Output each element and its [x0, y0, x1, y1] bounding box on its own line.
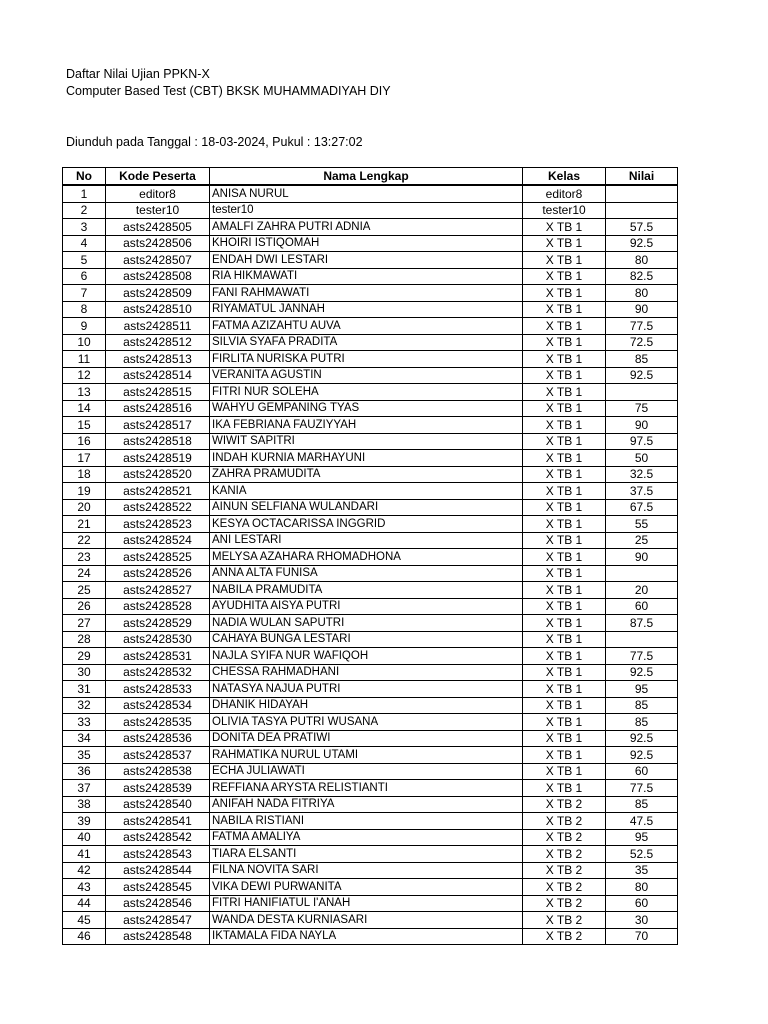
- cell-kode-peserta: asts2428516: [106, 400, 210, 417]
- cell-nilai: 85: [606, 796, 678, 813]
- cell-nilai: 77.5: [606, 318, 678, 335]
- table-row: [63, 351, 678, 368]
- column-header-no: No: [63, 168, 106, 186]
- cell-kode-peserta: asts2428531: [106, 648, 210, 665]
- cell-nilai: 92.5: [606, 730, 678, 747]
- cell-no: 2: [63, 202, 106, 219]
- cell-kode-peserta: asts2428511: [106, 318, 210, 335]
- cell-nama-lengkap: ENDAH DWI LESTARI: [210, 252, 523, 269]
- cell-nama-lengkap: VIKA DEWI PURWANITA: [210, 879, 523, 896]
- cell-no: 18: [63, 466, 106, 483]
- table-row: [63, 202, 678, 219]
- cell-no: 26: [63, 598, 106, 615]
- cell-nama-lengkap: AINUN SELFIANA WULANDARI: [210, 499, 523, 516]
- cell-no: 34: [63, 730, 106, 747]
- cell-nilai: 80: [606, 285, 678, 302]
- cell-kelas: X TB 2: [523, 928, 606, 945]
- cell-nama-lengkap: DHANIK HIDAYAH: [210, 697, 523, 714]
- table-row: [63, 796, 678, 813]
- cell-kode-peserta: asts2428530: [106, 631, 210, 648]
- cell-kelas: X TB 1: [523, 532, 606, 549]
- cell-kode-peserta: asts2428539: [106, 780, 210, 797]
- cell-nama-lengkap: IKA FEBRIANA FAUZIYYAH: [210, 417, 523, 434]
- cell-nama-lengkap: FITRI NUR SOLEHA: [210, 384, 523, 401]
- cell-nama-lengkap: ZAHRA PRAMUDITA: [210, 466, 523, 483]
- cell-no: 31: [63, 681, 106, 698]
- cell-nama-lengkap: tester10: [210, 202, 523, 219]
- cell-nilai: 95: [606, 829, 678, 846]
- cell-nilai: 60: [606, 895, 678, 912]
- cell-nilai: [606, 565, 678, 582]
- cell-kode-peserta: asts2428528: [106, 598, 210, 615]
- cell-kode-peserta: asts2428541: [106, 813, 210, 830]
- cell-kelas: X TB 2: [523, 846, 606, 863]
- cell-no: 11: [63, 351, 106, 368]
- cell-kelas: X TB 1: [523, 697, 606, 714]
- cell-nilai: 60: [606, 598, 678, 615]
- cell-kelas: X TB 1: [523, 516, 606, 533]
- cell-no: 22: [63, 532, 106, 549]
- table-row: [63, 334, 678, 351]
- cell-kode-peserta: asts2428534: [106, 697, 210, 714]
- cell-kode-peserta: asts2428517: [106, 417, 210, 434]
- table-row: [63, 780, 678, 797]
- cell-kode-peserta: asts2428525: [106, 549, 210, 566]
- cell-kelas: X TB 2: [523, 862, 606, 879]
- cell-kelas: X TB 1: [523, 615, 606, 632]
- cell-nama-lengkap: VERANITA AGUSTIN: [210, 367, 523, 384]
- cell-no: 8: [63, 301, 106, 318]
- table-row: [63, 285, 678, 302]
- cell-kelas: tester10: [523, 202, 606, 219]
- cell-nilai: 67.5: [606, 499, 678, 516]
- cell-nama-lengkap: MELYSA AZAHARA RHOMADHONA: [210, 549, 523, 566]
- table-row: [63, 714, 678, 731]
- cell-nama-lengkap: REFFIANA ARYSTA RELISTIANTI: [210, 780, 523, 797]
- cell-kelas: X TB 1: [523, 235, 606, 252]
- cell-kode-peserta: asts2428513: [106, 351, 210, 368]
- table-row: [63, 846, 678, 863]
- cell-kelas: X TB 1: [523, 252, 606, 269]
- cell-kelas: X TB 2: [523, 813, 606, 830]
- cell-kode-peserta: asts2428526: [106, 565, 210, 582]
- cell-nilai: 75: [606, 400, 678, 417]
- cell-kelas: X TB 1: [523, 318, 606, 335]
- cell-nama-lengkap: KHOIRI ISTIQOMAH: [210, 235, 523, 252]
- cell-kode-peserta: asts2428540: [106, 796, 210, 813]
- cell-kelas: X TB 1: [523, 664, 606, 681]
- cell-nama-lengkap: WANDA DESTA KURNIASARI: [210, 912, 523, 929]
- cell-nilai: 70: [606, 928, 678, 945]
- cell-nama-lengkap: NADIA WULAN SAPUTRI: [210, 615, 523, 632]
- cell-nilai: 32.5: [606, 466, 678, 483]
- download-timestamp: Diunduh pada Tanggal : 18-03-2024, Pukul : 13:27:02: [66, 135, 363, 149]
- cell-kode-peserta: asts2428538: [106, 763, 210, 780]
- cell-nilai: 57.5: [606, 219, 678, 236]
- cell-no: 45: [63, 912, 106, 929]
- table-row: [63, 417, 678, 434]
- table-row: [63, 582, 678, 599]
- table-row: [63, 450, 678, 467]
- cell-nama-lengkap: OLIVIA TASYA PUTRI WUSANA: [210, 714, 523, 731]
- cell-nama-lengkap: ECHA JULIAWATI: [210, 763, 523, 780]
- cell-nilai: [606, 185, 678, 202]
- score-table: [62, 167, 678, 945]
- cell-no: 30: [63, 664, 106, 681]
- cell-no: 12: [63, 367, 106, 384]
- cell-no: 38: [63, 796, 106, 813]
- cell-kode-peserta: asts2428523: [106, 516, 210, 533]
- cell-no: 1: [63, 185, 106, 202]
- cell-nama-lengkap: INDAH KURNIA MARHAYUNI: [210, 450, 523, 467]
- cell-kode-peserta: asts2428527: [106, 582, 210, 599]
- table-row: [63, 664, 678, 681]
- cell-nama-lengkap: IKTAMALA FIDA NAYLA: [210, 928, 523, 945]
- cell-kelas: X TB 1: [523, 334, 606, 351]
- cell-kelas: X TB 1: [523, 433, 606, 450]
- cell-nama-lengkap: ANNA ALTA FUNISA: [210, 565, 523, 582]
- cell-no: 19: [63, 483, 106, 500]
- column-header-kelas: Kelas: [523, 168, 606, 186]
- cell-no: 43: [63, 879, 106, 896]
- cell-kode-peserta: asts2428532: [106, 664, 210, 681]
- cell-kode-peserta: asts2428536: [106, 730, 210, 747]
- cell-no: 46: [63, 928, 106, 945]
- cell-no: 13: [63, 384, 106, 401]
- cell-kelas: X TB 1: [523, 351, 606, 368]
- cell-nilai: 77.5: [606, 648, 678, 665]
- cell-nama-lengkap: TIARA ELSANTI: [210, 846, 523, 863]
- cell-kelas: X TB 1: [523, 367, 606, 384]
- cell-kelas: X TB 1: [523, 582, 606, 599]
- cell-kode-peserta: editor8: [106, 185, 210, 202]
- cell-kode-peserta: asts2428521: [106, 483, 210, 500]
- cell-nama-lengkap: RIYAMATUL JANNAH: [210, 301, 523, 318]
- cell-no: 35: [63, 747, 106, 764]
- cell-kode-peserta: asts2428547: [106, 912, 210, 929]
- cell-nilai: 72.5: [606, 334, 678, 351]
- cell-kode-peserta: asts2428520: [106, 466, 210, 483]
- cell-kelas: X TB 2: [523, 912, 606, 929]
- cell-nilai: 92.5: [606, 664, 678, 681]
- table-row: [63, 367, 678, 384]
- cell-nama-lengkap: AMALFI ZAHRA PUTRI ADNIA: [210, 219, 523, 236]
- cell-nilai: [606, 202, 678, 219]
- cell-nilai: 92.5: [606, 235, 678, 252]
- cell-no: 41: [63, 846, 106, 863]
- table-row: [63, 318, 678, 335]
- cell-kelas: X TB 1: [523, 681, 606, 698]
- cell-nama-lengkap: KANIA: [210, 483, 523, 500]
- cell-nama-lengkap: NABILA PRAMUDITA: [210, 582, 523, 599]
- table-row: [63, 466, 678, 483]
- document-title: Daftar Nilai Ujian PPKN-X: [66, 67, 210, 81]
- cell-nilai: [606, 384, 678, 401]
- cell-kelas: X TB 1: [523, 219, 606, 236]
- table-row: [63, 681, 678, 698]
- table-row: [63, 763, 678, 780]
- cell-kode-peserta: asts2428543: [106, 846, 210, 863]
- cell-nilai: 35: [606, 862, 678, 879]
- cell-nama-lengkap: ANIFAH NADA FITRIYA: [210, 796, 523, 813]
- cell-nilai: 80: [606, 879, 678, 896]
- cell-kode-peserta: asts2428505: [106, 219, 210, 236]
- table-row: [63, 219, 678, 236]
- cell-kode-peserta: asts2428535: [106, 714, 210, 731]
- cell-nilai: 97.5: [606, 433, 678, 450]
- cell-kode-peserta: asts2428537: [106, 747, 210, 764]
- cell-nilai: 50: [606, 450, 678, 467]
- cell-kelas: X TB 1: [523, 285, 606, 302]
- cell-kelas: X TB 1: [523, 648, 606, 665]
- cell-nama-lengkap: KESYA OCTACARISSA INGGRID: [210, 516, 523, 533]
- cell-kode-peserta: asts2428545: [106, 879, 210, 896]
- cell-no: 42: [63, 862, 106, 879]
- cell-no: 27: [63, 615, 106, 632]
- cell-kode-peserta: asts2428512: [106, 334, 210, 351]
- cell-no: 28: [63, 631, 106, 648]
- cell-nama-lengkap: ANISA NURUL: [210, 185, 523, 202]
- cell-nilai: 90: [606, 301, 678, 318]
- cell-kelas: X TB 1: [523, 631, 606, 648]
- cell-kode-peserta: asts2428518: [106, 433, 210, 450]
- cell-nama-lengkap: RAHMATIKA NURUL UTAMI: [210, 747, 523, 764]
- cell-no: 16: [63, 433, 106, 450]
- cell-kode-peserta: asts2428506: [106, 235, 210, 252]
- table-row: [63, 615, 678, 632]
- cell-nilai: 20: [606, 582, 678, 599]
- cell-no: 14: [63, 400, 106, 417]
- cell-nilai: [606, 631, 678, 648]
- cell-kelas: X TB 2: [523, 796, 606, 813]
- cell-nama-lengkap: FATMA AZIZAHTU AUVA: [210, 318, 523, 335]
- cell-no: 6: [63, 268, 106, 285]
- cell-kode-peserta: asts2428542: [106, 829, 210, 846]
- table-row: [63, 565, 678, 582]
- cell-kode-peserta: asts2428533: [106, 681, 210, 698]
- cell-nilai: 47.5: [606, 813, 678, 830]
- cell-no: 29: [63, 648, 106, 665]
- cell-no: 4: [63, 235, 106, 252]
- table-row: [63, 730, 678, 747]
- cell-kode-peserta: asts2428510: [106, 301, 210, 318]
- cell-no: 44: [63, 895, 106, 912]
- cell-nama-lengkap: SILVIA SYAFA PRADITA: [210, 334, 523, 351]
- cell-nama-lengkap: FILNA NOVITA SARI: [210, 862, 523, 879]
- cell-kelas: X TB 1: [523, 499, 606, 516]
- cell-nama-lengkap: CHESSA RAHMADHANI: [210, 664, 523, 681]
- column-header-nama-lengkap: Nama Lengkap: [210, 168, 523, 186]
- column-header-kode-peserta: Kode Peserta: [106, 168, 210, 186]
- cell-kode-peserta: asts2428529: [106, 615, 210, 632]
- table-row: [63, 928, 678, 945]
- cell-kode-peserta: asts2428507: [106, 252, 210, 269]
- table-row: [63, 235, 678, 252]
- cell-nilai: 92.5: [606, 747, 678, 764]
- cell-nama-lengkap: WAHYU GEMPANING TYAS: [210, 400, 523, 417]
- table-row: [63, 829, 678, 846]
- cell-nama-lengkap: NAJLA SYIFA NUR WAFIQOH: [210, 648, 523, 665]
- cell-nama-lengkap: ANI LESTARI: [210, 532, 523, 549]
- table-row: [63, 483, 678, 500]
- cell-nama-lengkap: FITRI HANIFIATUL I'ANAH: [210, 895, 523, 912]
- cell-nama-lengkap: CAHAYA BUNGA LESTARI: [210, 631, 523, 648]
- cell-no: 9: [63, 318, 106, 335]
- cell-kode-peserta: asts2428514: [106, 367, 210, 384]
- cell-kelas: X TB 1: [523, 483, 606, 500]
- cell-nama-lengkap: WIWIT SAPITRI: [210, 433, 523, 450]
- table-row: [63, 516, 678, 533]
- cell-nama-lengkap: DONITA DEA PRATIWI: [210, 730, 523, 747]
- table-row: [63, 400, 678, 417]
- cell-nilai: 55: [606, 516, 678, 533]
- table-row: [63, 912, 678, 929]
- cell-kelas: X TB 1: [523, 730, 606, 747]
- cell-no: 10: [63, 334, 106, 351]
- table-row: [63, 433, 678, 450]
- cell-no: 25: [63, 582, 106, 599]
- cell-kelas: X TB 1: [523, 714, 606, 731]
- cell-no: 24: [63, 565, 106, 582]
- cell-kelas: X TB 1: [523, 747, 606, 764]
- cell-kelas: X TB 1: [523, 450, 606, 467]
- cell-nilai: 85: [606, 697, 678, 714]
- cell-kelas: X TB 1: [523, 384, 606, 401]
- cell-nama-lengkap: FANI RAHMAWATI: [210, 285, 523, 302]
- cell-kelas: X TB 1: [523, 268, 606, 285]
- cell-kelas: X TB 2: [523, 829, 606, 846]
- cell-no: 3: [63, 219, 106, 236]
- cell-kode-peserta: asts2428544: [106, 862, 210, 879]
- cell-no: 40: [63, 829, 106, 846]
- table-row: [63, 631, 678, 648]
- cell-kelas: X TB 2: [523, 879, 606, 896]
- cell-nilai: 77.5: [606, 780, 678, 797]
- cell-nama-lengkap: NABILA RISTIANI: [210, 813, 523, 830]
- cell-kode-peserta: asts2428515: [106, 384, 210, 401]
- table-row: [63, 384, 678, 401]
- cell-nama-lengkap: FATMA AMALIYA: [210, 829, 523, 846]
- cell-no: 5: [63, 252, 106, 269]
- cell-nilai: 85: [606, 351, 678, 368]
- cell-nilai: 52.5: [606, 846, 678, 863]
- cell-kode-peserta: tester10: [106, 202, 210, 219]
- cell-kelas: X TB 1: [523, 400, 606, 417]
- cell-no: 37: [63, 780, 106, 797]
- cell-kode-peserta: asts2428546: [106, 895, 210, 912]
- table-row: [63, 549, 678, 566]
- cell-kelas: X TB 1: [523, 549, 606, 566]
- cell-nilai: 60: [606, 763, 678, 780]
- table-row: [63, 697, 678, 714]
- cell-no: 17: [63, 450, 106, 467]
- cell-no: 33: [63, 714, 106, 731]
- cell-nilai: 87.5: [606, 615, 678, 632]
- cell-nilai: 30: [606, 912, 678, 929]
- table-row: [63, 648, 678, 665]
- cell-kode-peserta: asts2428509: [106, 285, 210, 302]
- table-row: [63, 813, 678, 830]
- cell-kode-peserta: asts2428519: [106, 450, 210, 467]
- table-header-row: [63, 168, 678, 186]
- cell-nilai: 90: [606, 549, 678, 566]
- table-row: [63, 268, 678, 285]
- cell-kode-peserta: asts2428522: [106, 499, 210, 516]
- cell-no: 36: [63, 763, 106, 780]
- cell-kelas: X TB 1: [523, 780, 606, 797]
- cell-kelas: editor8: [523, 185, 606, 202]
- cell-nilai: 90: [606, 417, 678, 434]
- table-row: [63, 532, 678, 549]
- cell-nama-lengkap: AYUDHITA AISYA PUTRI: [210, 598, 523, 615]
- table-row: [63, 301, 678, 318]
- cell-no: 15: [63, 417, 106, 434]
- cell-nilai: 80: [606, 252, 678, 269]
- cell-nama-lengkap: NATASYA NAJUA PUTRI: [210, 681, 523, 698]
- cell-kelas: X TB 1: [523, 763, 606, 780]
- table-row: [63, 862, 678, 879]
- cell-kelas: X TB 1: [523, 417, 606, 434]
- table-body: [63, 185, 678, 945]
- table-row: [63, 747, 678, 764]
- table-row: [63, 252, 678, 269]
- table-row: [63, 895, 678, 912]
- cell-kelas: X TB 2: [523, 895, 606, 912]
- table-row: [63, 879, 678, 896]
- cell-nilai: 85: [606, 714, 678, 731]
- cell-nama-lengkap: RIA HIKMAWATI: [210, 268, 523, 285]
- cell-kode-peserta: asts2428524: [106, 532, 210, 549]
- cell-kelas: X TB 1: [523, 598, 606, 615]
- cell-nilai: 82.5: [606, 268, 678, 285]
- cell-nama-lengkap: FIRLITA NURISKA PUTRI: [210, 351, 523, 368]
- cell-kode-peserta: asts2428508: [106, 268, 210, 285]
- cell-nilai: 95: [606, 681, 678, 698]
- cell-no: 23: [63, 549, 106, 566]
- cell-kelas: X TB 1: [523, 565, 606, 582]
- table-row: [63, 598, 678, 615]
- cell-no: 39: [63, 813, 106, 830]
- cell-nilai: 92.5: [606, 367, 678, 384]
- cell-kelas: X TB 1: [523, 466, 606, 483]
- table-row: [63, 185, 678, 202]
- cell-kelas: X TB 1: [523, 301, 606, 318]
- cell-no: 7: [63, 285, 106, 302]
- cell-no: 20: [63, 499, 106, 516]
- cell-nilai: 25: [606, 532, 678, 549]
- cell-kode-peserta: asts2428548: [106, 928, 210, 945]
- table-row: [63, 499, 678, 516]
- cell-no: 32: [63, 697, 106, 714]
- cell-nilai: 37.5: [606, 483, 678, 500]
- document-subtitle: Computer Based Test (CBT) BKSK MUHAMMADIYAH DIY: [66, 84, 391, 98]
- cell-no: 21: [63, 516, 106, 533]
- column-header-nilai: Nilai: [606, 168, 678, 186]
